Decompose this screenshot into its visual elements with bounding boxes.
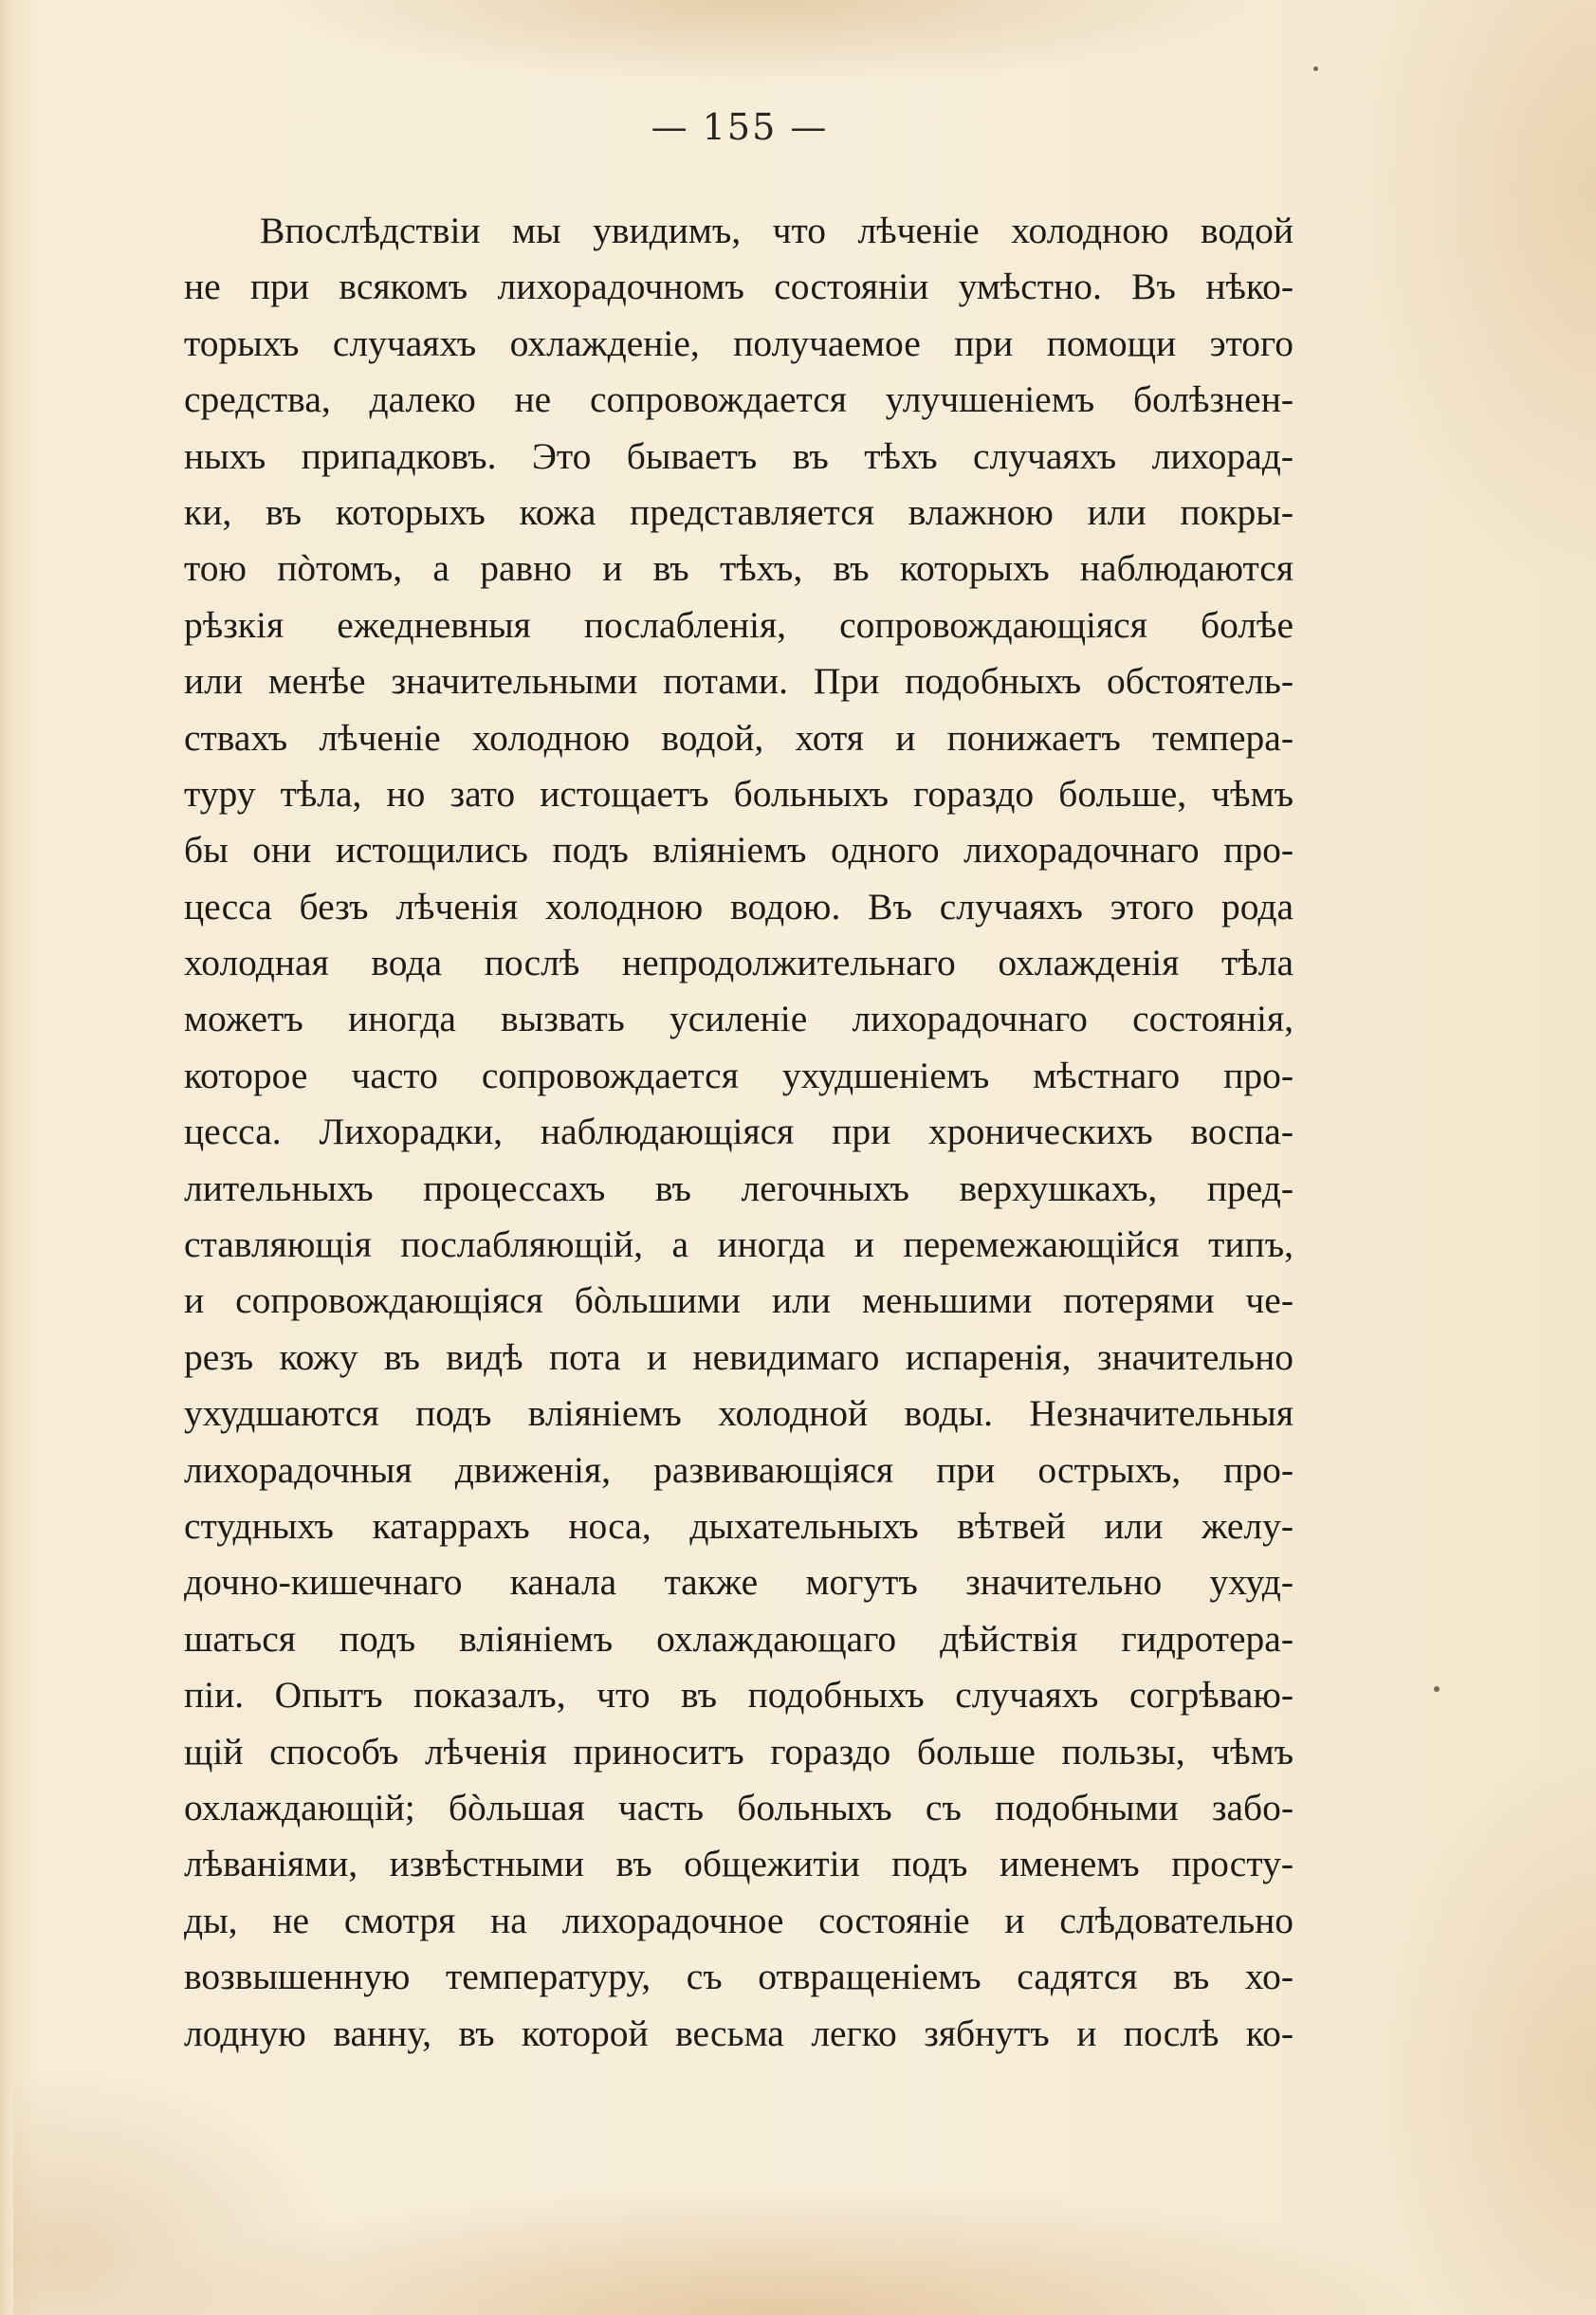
text-line: охлаждающій; бòльшая часть больныхъ съ подобными забо- — [184, 1786, 1293, 1828]
text-line: цесса. Лихорадки, наблюдающіяся при хроническихъ воспа- — [184, 1111, 1293, 1153]
text-line: лодную ванну, въ которой весьма легко зябнутъ и послѣ ко- — [184, 2012, 1293, 2054]
text-line: рѣзкія ежедневныя послабленія, сопровождающіяся болѣе — [184, 603, 1293, 646]
text-line: щій способъ лѣченія приноситъ гораздо больше пользы, чѣмъ — [184, 1730, 1293, 1773]
text-line: торыхъ случаяхъ охлажденіе, получаемое при помощи этого — [184, 322, 1293, 364]
text-line: можетъ иногда вызвать усиленіе лихорадочнаго состоянія, — [184, 998, 1293, 1040]
text-line: холодная вода послѣ непродолжительнаго охлажденія тѣла — [184, 942, 1293, 984]
paper-speck — [1434, 1686, 1440, 1692]
text-line: или менѣе значительными потами. При подобныхъ обстоятель- — [184, 660, 1293, 703]
text-line: лихорадочныя движенія, развивающіяся при острыхъ, про- — [184, 1448, 1293, 1491]
page-binding-edge — [0, 0, 13, 2315]
text-line: резъ кожу въ видѣ пота и невидимаго испаренія, значительно — [184, 1335, 1293, 1378]
text-line: бы они истощились подъ вліяніемъ одного лихорадочнаго про- — [184, 829, 1293, 872]
paper-speck — [1313, 66, 1318, 71]
text-line: лительныхъ процессахъ въ легочныхъ верхушкахъ, пред- — [184, 1167, 1293, 1209]
page-number: — 155 — — [651, 106, 829, 148]
text-line: ухудшаются подъ вліяніемъ холодной воды. Незначительныя — [184, 1392, 1293, 1435]
body-text — [184, 203, 1293, 2062]
text-line: студныхъ катаррахъ носа, дыхательныхъ вѣтвей или желу- — [184, 1504, 1293, 1547]
text-line: тою пòтомъ, а равно и въ тѣхъ, въ которыхъ наблюдаются — [184, 547, 1293, 590]
text-line: дочно-кишечнаго канала также могутъ значительно ухуд- — [184, 1561, 1293, 1604]
text-line: ки, въ которыхъ кожа представляется влажною или покры- — [184, 490, 1293, 533]
text-line: и сопровождающіяся бòльшими или меньшими потерями че- — [184, 1279, 1293, 1322]
text-line: Впослѣдствіи мы увидимъ, что лѣченіе холодною водой — [260, 210, 1293, 251]
text-line: шаться подъ вліяніемъ охлаждающаго дѣйствія гидротера- — [184, 1617, 1293, 1660]
text-line: цесса безъ лѣченія холодною водою. Въ случаяхъ этого рода — [184, 885, 1293, 928]
text-line: средства, далеко не сопровождается улучшеніемъ болѣзнен- — [184, 378, 1293, 421]
text-line: ствахъ лѣченіе холодною водой, хотя и понижаетъ темпера- — [184, 716, 1293, 759]
text-line: не при всякомъ лихорадочномъ состояніи умѣстно. Въ нѣко- — [184, 266, 1293, 308]
text-line: ды, не смотря на лихорадочное состояніе и слѣдовательно — [184, 1899, 1293, 1941]
text-line: лѣваніями, извѣстными въ общежитіи подъ именемъ просту- — [184, 1843, 1293, 1885]
text-line: ставляющія послабляющій, а иногда и перемежающійся типъ, — [184, 1223, 1293, 1266]
text-line: возвышенную температуру, съ отвращеніемъ садятся въ хо- — [184, 1956, 1293, 1998]
text-line: піи. Опытъ показалъ, что въ подобныхъ случаяхъ согрѣваю- — [184, 1674, 1293, 1717]
text-line: туру тѣла, но зато истощаетъ больныхъ гораздо больше, чѣмъ — [184, 772, 1293, 815]
text-line: которое часто сопровождается ухудшеніемъ мѣстнаго про- — [184, 1054, 1293, 1096]
text-line: ныхъ припадковъ. Это бываетъ въ тѣхъ случаяхъ лихорад- — [184, 434, 1293, 477]
